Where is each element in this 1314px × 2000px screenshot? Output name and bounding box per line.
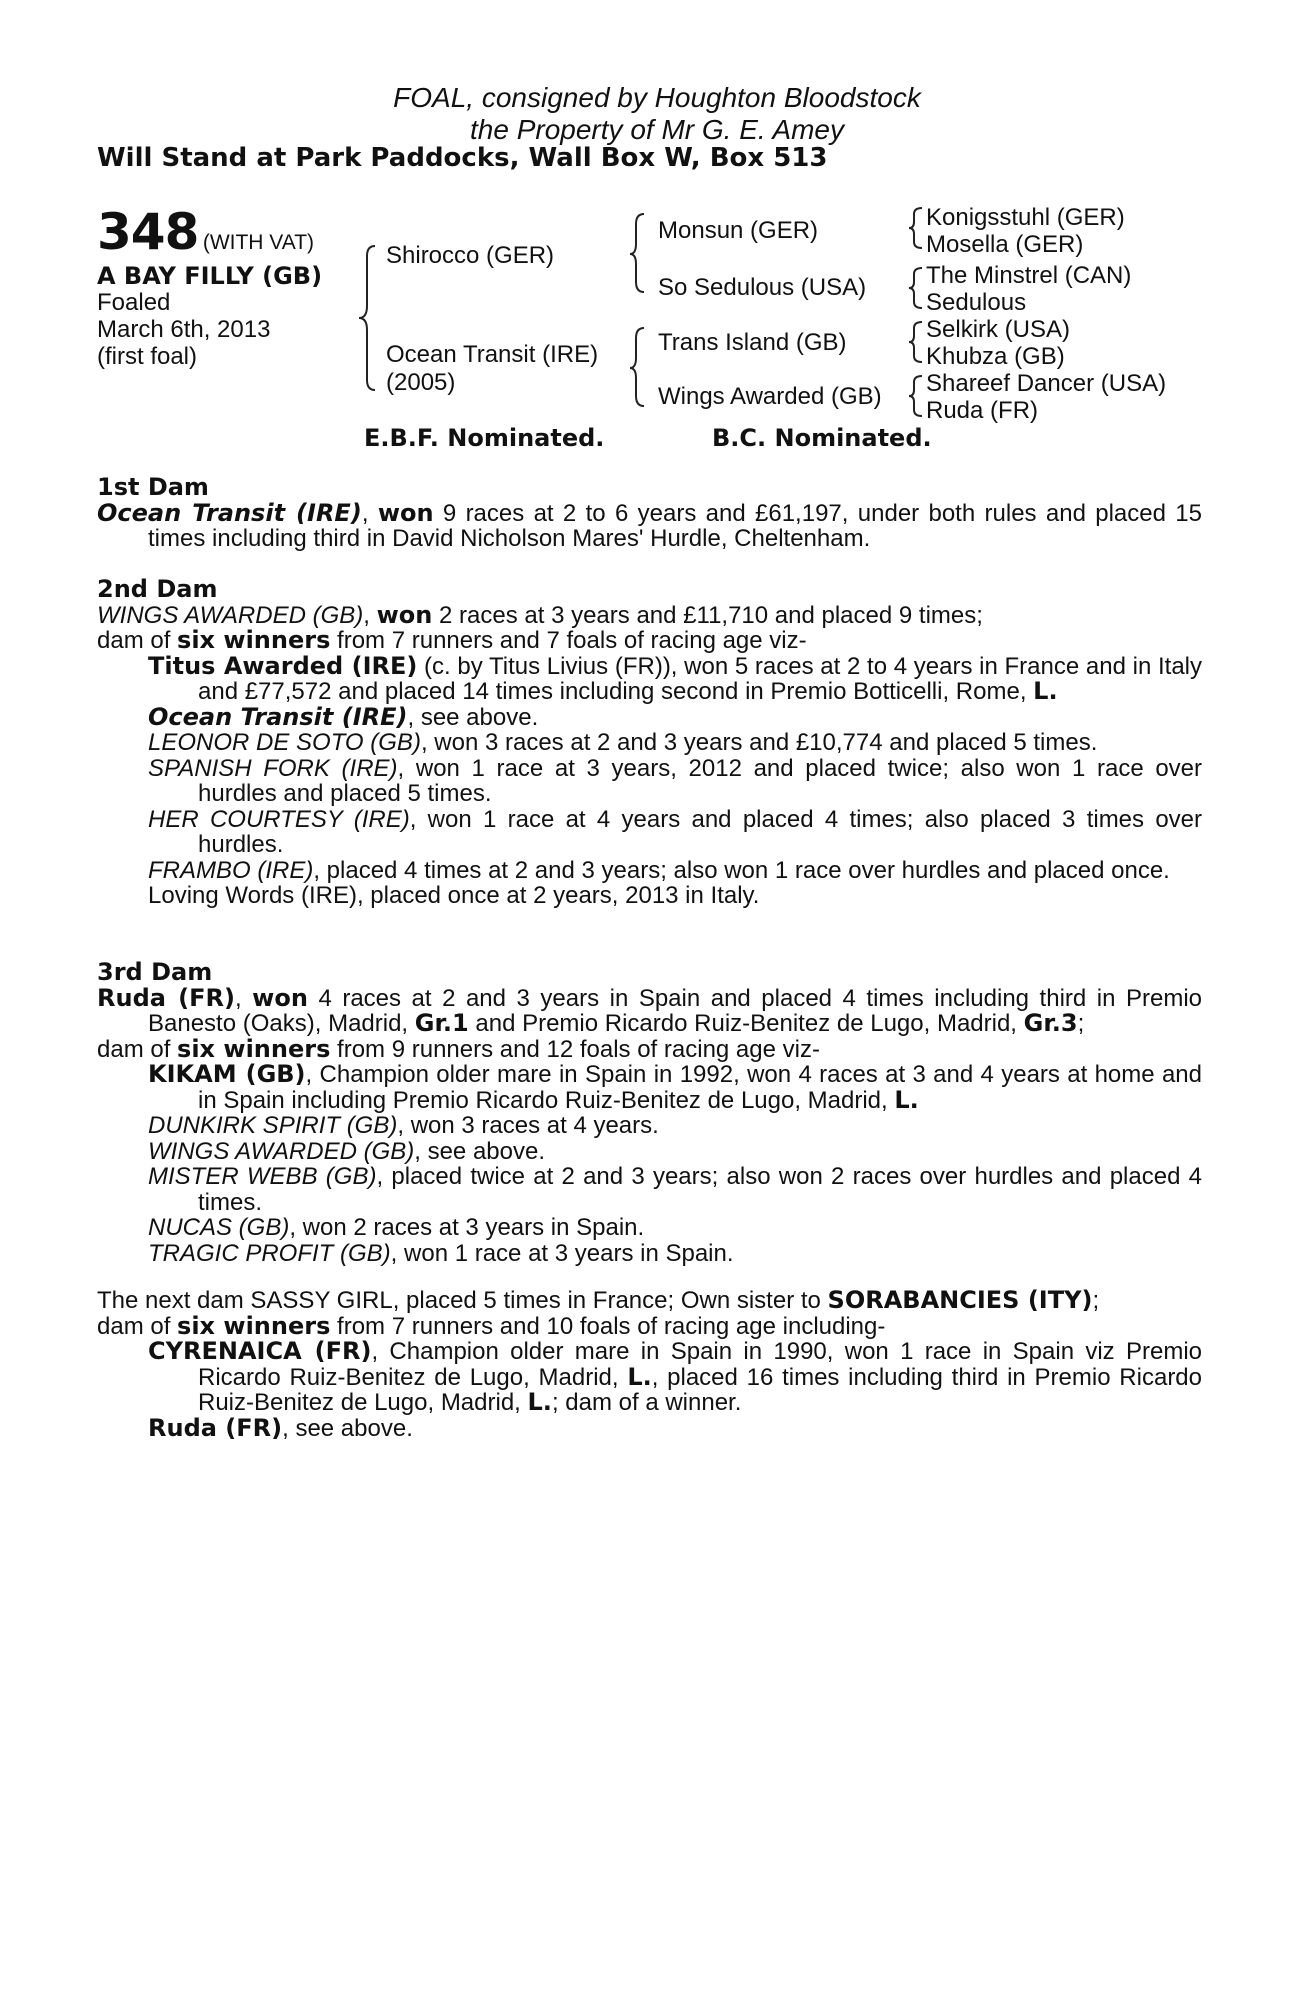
dam-dam-sire: Shareef Dancer (USA) (926, 370, 1167, 397)
sire-dam: So Sedulous (USA) (658, 274, 867, 301)
property-line: the Property of Mr G. E. Amey (470, 114, 844, 145)
progeny-her-courtesy: HER COURTESY (IRE), won 1 race at 4 years and placed 4 times; also placed 3 times over hurdles. (148, 805, 1203, 858)
dam-sire-sire: Selkirk (USA) (926, 316, 1071, 343)
second-dam-name: WINGS AWARDED (GB) (97, 601, 364, 629)
first-dam-title: 1st Dam (97, 473, 209, 501)
progeny-titus-awarded: Titus Awarded (IRE) (c. by Titus Livius (FR)), won 5 races at 2 to 4 years in France and in Italy and £77,572 and placed 14 times including second in Premio Botticelli, Rome, L. (148, 651, 1202, 705)
foaled-date: March 6th, 2013 (97, 316, 271, 343)
next-dam-entry: The next dam SASSY GIRL, placed 5 times in France; Own sister to SORABANCIES (ITY); (97, 1286, 1100, 1314)
dam: Ocean Transit (IRE) (386, 341, 599, 368)
ebf-nominated: E.B.F. Nominated. (364, 424, 605, 452)
dam-year: (2005) (386, 369, 456, 396)
progeny-tragic-profit: TRAGIC PROFIT (GB), won 1 race at 3 years in Spain. (148, 1239, 734, 1267)
third-dam-section (97, 960, 1202, 1266)
progeny-spanish-fork: SPANISH FORK (IRE), won 1 race at 3 years, 2012 and placed twice; also won 1 race over hurdles and placed 5 times. (148, 754, 1203, 807)
third-dam-produce: dam of six winners from 9 runners and 12 foals of racing age viz- (97, 1034, 820, 1063)
first-dam-entry: Ocean Transit (IRE), won 9 races at 2 to 6 years and £61,197, under both rules and placed 15 times including third in David Nicholson Mares' Hurdle, Cheltenham. (97, 498, 1202, 552)
third-dam-title: 3rd Dam (97, 958, 213, 986)
first-foal: (first foal) (97, 343, 198, 370)
first-dam-record: 9 races at 2 to 6 years and £61,197, under both rules and placed 15 times including third in David Nicholson Mares' Hurdle, Cheltenham. (148, 499, 1202, 552)
progeny-leonor-de-soto: LEONOR DE SOTO (GB), won 3 races at 2 and 3 years and £10,774 and placed 5 times. (148, 729, 1098, 756)
next-dam-section (97, 1288, 1202, 1441)
bc-nominated: B.C. Nominated. (712, 424, 932, 452)
won-label: won (377, 498, 434, 527)
second-dam-section (97, 577, 1202, 909)
foaled-label: Foaled (97, 289, 171, 316)
second-dam-record: 2 races at 3 years and £11,710 and placed 9 times; (432, 601, 983, 629)
progeny-mister-webb: MISTER WEBB (GB), placed twice at 2 and 3 years; also won 2 races over hurdles and placed 4 times. (148, 1163, 1202, 1216)
sire-sire-sire: Konigsstuhl (GER) (926, 204, 1125, 231)
dam-dam: Wings Awarded (GB) (658, 383, 882, 410)
lot-number: 348 (97, 203, 199, 261)
progeny-ruda: Ruda (FR), see above. (148, 1413, 413, 1442)
sire-sire: Monsun (GER) (658, 217, 819, 244)
next-dam-produce: dam of six winners from 7 runners and 10 foals of racing age including- (97, 1311, 886, 1340)
vat-label: (WITH VAT) (202, 231, 315, 254)
second-dam-title: 2nd Dam (97, 575, 218, 603)
third-dam-entry: Ruda (FR), won 4 races at 2 and 3 years in Spain and placed 4 times including third in Premio Banesto (Oaks), Madrid, Gr.1 and Premio Ricardo Ruiz-Benitez de Lugo, Madrid, Gr.3; (97, 983, 1202, 1037)
progeny-wings-awarded: WINGS AWARDED (GB), see above. (148, 1137, 546, 1165)
progeny-kikam: KIKAM (GB), Champion older mare in Spain in 1992, won 4 races at 3 and 4 years at home and in Spain including Premio Ricardo Ruiz-Benitez de Lugo, Madrid, L. (148, 1060, 1202, 1114)
progeny-dunkirk-spirit: DUNKIRK SPIRIT (GB), won 3 races at 4 years. (148, 1112, 659, 1139)
third-dam-name: Ruda (FR) (97, 983, 235, 1012)
first-dam-name: Ocean Transit (IRE) (97, 498, 362, 527)
second-dam-entry: WINGS AWARDED (GB), won 2 races at 3 years and £11,710 and placed 9 times; (97, 600, 983, 629)
second-dam-produce: dam of six winners from 7 runners and 7 foals of racing age viz- (97, 626, 807, 654)
progeny-ocean-transit: Ocean Transit (IRE), see above. (148, 702, 539, 731)
dam-sire-dam: Khubza (GB) (926, 343, 1065, 370)
progeny-nucas: NUCAS (GB), won 2 races at 3 years in Spain. (148, 1214, 645, 1241)
first-dam-section (97, 475, 1202, 552)
dam-dam-dam: Ruda (FR) (926, 397, 1039, 424)
consignor-line: FOAL, consigned by Houghton Bloodstock (393, 82, 921, 113)
progeny-frambo: FRAMBO (IRE), placed 4 times at 2 and 3 years; also won 1 race over hurdles and placed once. (148, 856, 1170, 884)
won-label: won (376, 600, 433, 629)
sire-dam-sire: The Minstrel (CAN) (926, 262, 1132, 289)
progeny-loving-words: Loving Words (IRE), placed once at 2 years, 2013 in Italy. (148, 882, 760, 909)
lot-name: A BAY FILLY (GB) (97, 262, 323, 290)
sire-dam-dam: Sedulous (926, 289, 1027, 316)
dam-sire: Trans Island (GB) (658, 329, 847, 356)
sire: Shirocco (GER) (386, 242, 555, 269)
sire-sire-dam: Mosella (GER) (926, 231, 1084, 258)
progeny-cyrenaica: CYRENAICA (FR), Champion older mare in Spain in 1990, won 1 race in Spain viz Premio Ricardo Ruiz-Benitez de Lugo, Madrid, L., placed 16 times including third in Premio Ricardo Ruiz-Benitez de Lugo, Madrid, L.; dam of a winner. (148, 1337, 1203, 1416)
stand-location: Will Stand at Park Paddocks, Wall Box W, Box 513 (97, 143, 828, 173)
